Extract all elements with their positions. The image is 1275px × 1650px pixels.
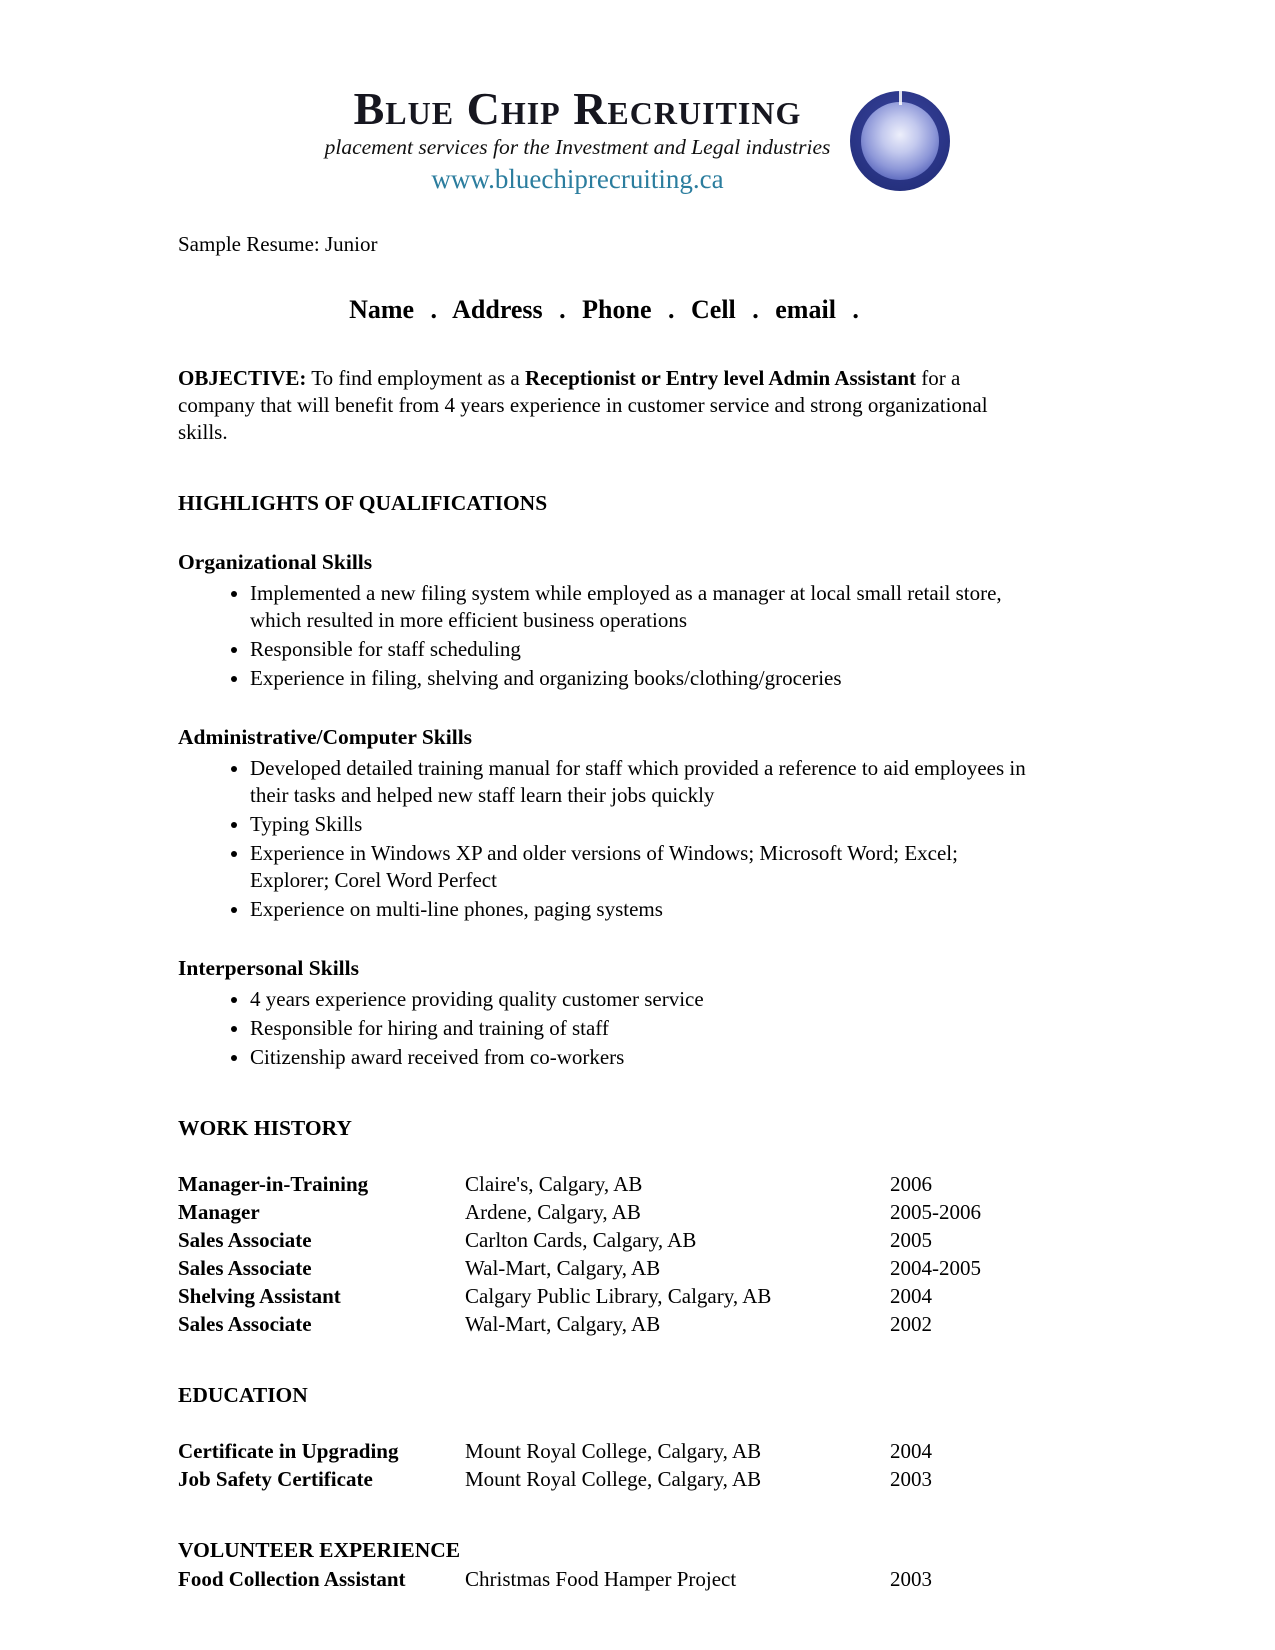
objective-label: OBJECTIVE:	[178, 366, 307, 390]
table-row	[178, 1437, 1030, 1465]
table-row	[178, 1198, 1030, 1226]
year-cell: 2002	[890, 1312, 932, 1336]
role-cell: Job Safety Certificate	[178, 1467, 373, 1491]
education-heading: EDUCATION	[178, 1383, 308, 1407]
brand-website-url: www.bluechiprecruiting.ca	[431, 164, 724, 194]
volunteer-table	[178, 1565, 1030, 1593]
table-row	[178, 1310, 1030, 1338]
work-history-heading: WORK HISTORY	[178, 1116, 352, 1140]
qualifications-heading: HIGHLIGHTS OF QUALIFICATIONS	[178, 491, 548, 515]
skill-group-title-organizational: Organizational Skills	[178, 550, 373, 574]
sample-label: Sample Resume: Junior	[178, 232, 378, 256]
objective-lead: To find employment as a	[311, 366, 520, 390]
year-cell: 2005-2006	[890, 1200, 981, 1224]
table-row	[178, 1465, 1030, 1493]
employer-cell: Ardene, Calgary, AB	[465, 1200, 641, 1224]
bullet-item: • 4 years experience providing quality customer service	[250, 986, 1030, 1013]
bullet-item: • Typing Skills	[250, 811, 1030, 838]
role-cell: Food Collection Assistant	[178, 1567, 406, 1591]
role-cell: Manager	[178, 1200, 260, 1224]
table-row	[178, 1565, 1030, 1593]
skill-group-title-administrative: Administrative/Computer Skills	[178, 725, 473, 749]
sphere-logo-highlight	[899, 91, 902, 105]
year-cell: 2004	[890, 1284, 932, 1308]
bullet-item: • Responsible for staff scheduling	[250, 636, 1030, 663]
bullet-item: • Experience on multi-line phones, paging systems	[250, 896, 1030, 923]
employer-cell: Calgary Public Library, Calgary, AB	[465, 1284, 772, 1308]
education-table	[178, 1437, 1030, 1493]
role-cell: Certificate in Upgrading	[178, 1439, 399, 1463]
sphere-logo-icon	[850, 91, 950, 191]
year-cell: 2005	[890, 1228, 932, 1252]
objective-paragraph	[178, 365, 1030, 446]
letterhead	[0, 0, 1275, 195]
resume-content	[178, 231, 1030, 1593]
role-cell: Shelving Assistant	[178, 1284, 341, 1308]
sphere-logo-inner	[861, 102, 939, 180]
year-cell: 2003	[890, 1567, 932, 1591]
employer-cell: Claire's, Calgary, AB	[465, 1172, 643, 1196]
year-cell: 2003	[890, 1467, 932, 1491]
objective-emphasis: Receptionist or Entry level Admin Assistant	[524, 366, 917, 390]
bullet-item: • Implemented a new filing system while employed as a manager at local small retail store, which resulted in more efficient business operations	[250, 580, 1030, 634]
role-cell: Manager-in-Training	[178, 1172, 369, 1196]
employer-cell: Carlton Cards, Calgary, AB	[465, 1228, 697, 1252]
table-row	[178, 1226, 1030, 1254]
year-cell: 2004	[890, 1439, 932, 1463]
role-cell: Sales Associate	[178, 1312, 312, 1336]
role-cell: Sales Associate	[178, 1228, 312, 1252]
bullet-item: • Responsible for hiring and training of staff	[250, 1015, 1030, 1042]
bullet-list-interpersonal	[178, 986, 1030, 1071]
volunteer-heading: VOLUNTEER EXPERIENCE	[178, 1538, 461, 1562]
employer-cell: Wal-Mart, Calgary, AB	[465, 1312, 661, 1336]
objective-rest: for a company that will benefit from 4 years experience in customer service and strong organizational skills.	[178, 366, 988, 444]
table-row	[178, 1170, 1030, 1198]
employer-cell: Mount Royal College, Calgary, AB	[465, 1467, 762, 1491]
bullet-item: • Developed detailed training manual for staff which provided a reference to aid employees in their tasks and helped new staff learn their jobs quickly	[250, 755, 1030, 809]
year-cell: 2006	[890, 1172, 932, 1196]
bullet-list-organizational	[178, 580, 1030, 692]
bullet-item: • Experience in Windows XP and older versions of Windows; Microsoft Word; Excel; Explorer; Corel Word Perfect	[250, 840, 1030, 894]
role-cell: Sales Associate	[178, 1256, 312, 1280]
bullet-item: • Experience in filing, shelving and organizing books/clothing/groceries	[250, 665, 1030, 692]
employer-cell: Christmas Food Hamper Project	[465, 1567, 737, 1591]
brand-tagline: placement services for the Investment and Legal industries	[324, 135, 831, 159]
brand-name: Blue Chip Recruiting	[353, 83, 802, 134]
table-row	[178, 1282, 1030, 1310]
brand-block	[324, 83, 831, 195]
skill-group-title-interpersonal: Interpersonal Skills	[178, 956, 359, 980]
employer-cell: Mount Royal College, Calgary, AB	[465, 1439, 762, 1463]
employer-cell: Wal-Mart, Calgary, AB	[465, 1256, 661, 1280]
year-cell: 2004-2005	[890, 1256, 981, 1280]
contact-placeholder-line: Name . Address . Phone . Cell . email .	[349, 295, 859, 324]
volunteer-section	[178, 1537, 1030, 1593]
bullet-list-administrative	[178, 755, 1030, 923]
work-history-table	[178, 1170, 1030, 1338]
table-row	[178, 1254, 1030, 1282]
bullet-item: • Citizenship award received from co-workers	[250, 1044, 1030, 1071]
